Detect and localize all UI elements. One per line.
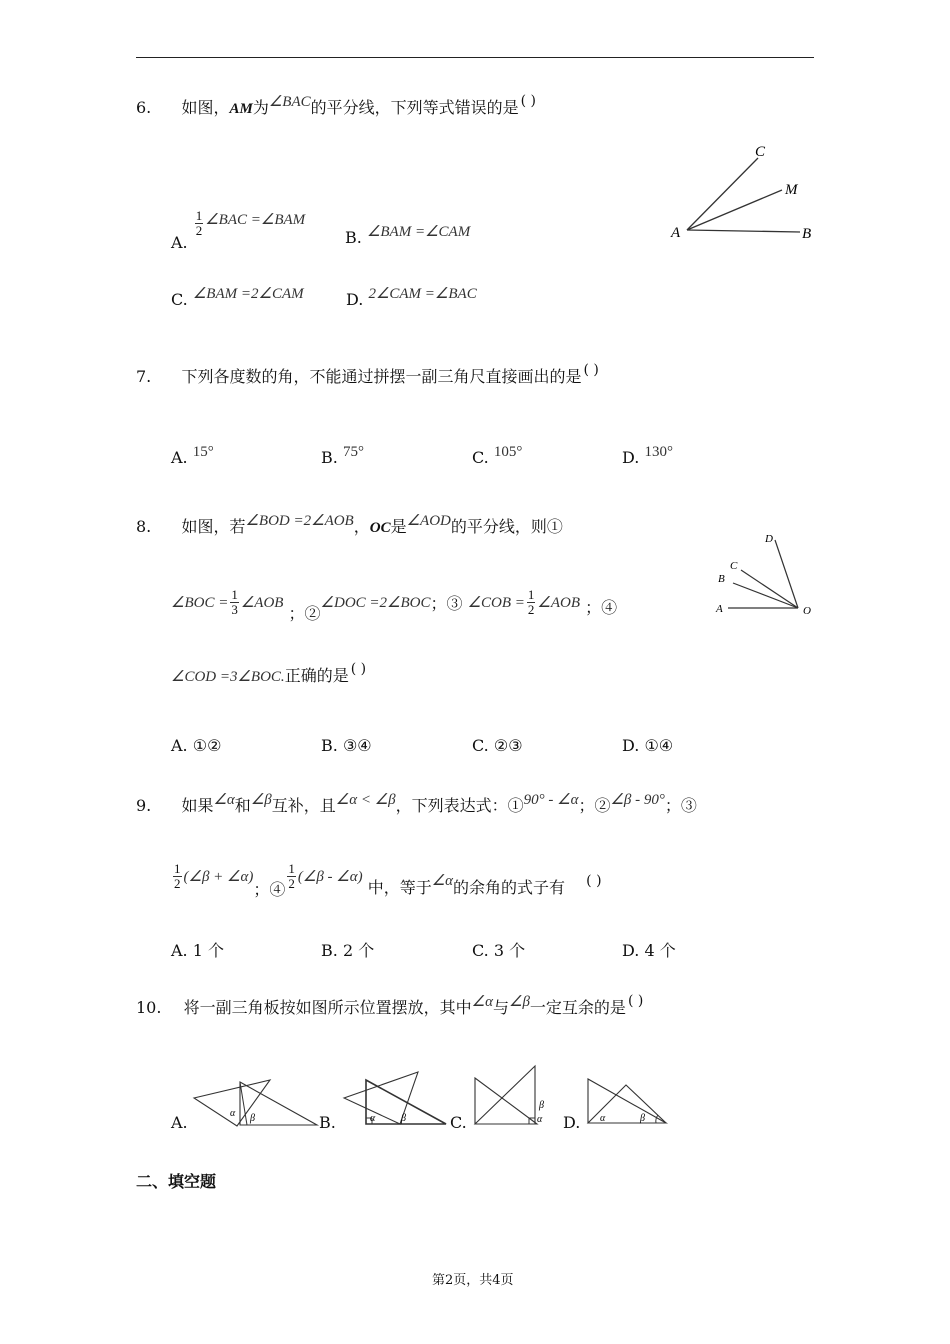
q8-post: 的平分线，则① (450, 517, 563, 536)
q7-text: 下列各度数的角，不能通过拼摆一副三角尺直接画出的是 (181, 367, 582, 386)
q8-statements-line2 (171, 663, 366, 686)
q6-option-c (171, 286, 304, 310)
q6-option-d (346, 286, 477, 310)
q7-option-a-value: 15° (192, 444, 214, 460)
q7-option-b: B. 75° (321, 444, 364, 467)
q8-oc: OC (369, 520, 391, 536)
q10-beta: ∠β (509, 994, 530, 1010)
q7-option-d: D. 130° (622, 444, 673, 467)
q10-answer-paren: ( ) (627, 993, 644, 1009)
q6-option-c-label: C. (171, 290, 188, 309)
q9-option-d: D. 4 个 (622, 941, 676, 960)
q8-s1-rhs: ∠AOB (240, 595, 284, 611)
q8-s2: ∠DOC =2∠BOC (320, 595, 431, 611)
q10-alpha: ∠α (471, 994, 493, 1010)
header-rule (136, 57, 814, 58)
q9-expressions-line2: $\frac{1}{2}$ (∠β + ∠α)；④ $\frac{1}{2}$ (∠β - ∠α) 中，等于∠α的余角的式子有 ( ) (174, 861, 602, 899)
q6-figure (665, 135, 825, 250)
q9-beta: ∠β (250, 792, 272, 808)
q6-option-a-fraction: $\frac{1}{2}$ (195, 208, 203, 238)
q10-a-beta: β (250, 1113, 255, 1124)
q10-a-alpha: α (230, 1108, 236, 1119)
q10-figure-b (340, 1070, 452, 1128)
q8-option-c: C. ②③ (472, 736, 523, 755)
q8-pre: 如图，若 (181, 517, 246, 536)
q8-s3-lhs: ∠COB = (467, 595, 525, 611)
q8-label-c: C (730, 560, 738, 572)
q10-figure-a (192, 1078, 322, 1130)
q10-figure-d (584, 1075, 672, 1127)
q9-expr-2: ∠β - 90° (610, 792, 665, 808)
q7-option-b-value: 75° (342, 444, 364, 460)
question-10: 10. 将一副三角板按如图所示位置摆放，其中∠α与∠β一定互余的是 ( ) (136, 993, 644, 1017)
question-8: 8. 如图，若∠BOD =2∠AOB，OC是∠AOD的平分线，则① (136, 513, 563, 536)
q7-option-d-value: 130° (644, 444, 673, 460)
q6-option-d-expr: 2∠CAM =∠BAC (368, 286, 477, 302)
q6-option-a-label: A. (171, 233, 188, 252)
q10-figure-c (471, 1064, 561, 1128)
q6-option-b (345, 224, 471, 248)
q10-option-c-label: C. (450, 1113, 467, 1132)
question-9: 9. 如果∠α和∠β互补，且∠α < ∠β，下列表达式：①90° - ∠α；②∠β - 90°；③ (136, 792, 697, 815)
q10-number: 10. (136, 998, 162, 1017)
q8-angle: ∠AOD (406, 513, 451, 529)
q8-s1-lhs: ∠BOC = (171, 595, 229, 611)
q6-option-d-label: D. (346, 290, 364, 309)
q6-pre: 如图， (181, 98, 230, 117)
q8-label-b: B (718, 573, 725, 585)
q6-label-c: C (755, 144, 766, 160)
q10-d-beta: β (640, 1113, 645, 1124)
q6-post: 的平分线，下列等式错误的是 (310, 98, 519, 117)
q10-c-beta: β (539, 1100, 544, 1111)
q7-option-c: C. 105° (472, 444, 523, 467)
q7-answer-paren: ( ) (583, 362, 599, 378)
q10-d-alpha: α (600, 1113, 606, 1124)
q9-expr-1: 90° - ∠α (523, 792, 579, 808)
q9-expr-3: (∠β + ∠α) (183, 869, 254, 885)
q9-answer-paren: ( ) (586, 873, 602, 889)
q6-answer-paren: ( ) (520, 93, 536, 109)
q7-option-c-value: 105° (493, 444, 523, 460)
section-title: 二、填空题 (136, 1172, 217, 1191)
q8-s3-rhs: ∠AOB (537, 595, 581, 611)
q9-alpha-2: ∠α (431, 873, 454, 889)
q6-mid: 为 (252, 98, 269, 117)
q8-answer-paren: ( ) (350, 661, 367, 677)
q8-statements-line1: ∠BOC = $\frac{1}{3}$ ∠AOB ；②∠DOC =2∠BOC；③ ∠COB = $\frac{1}{2}$ ∠AOB ；④ (171, 587, 618, 623)
q8-label-d: D (765, 533, 773, 545)
q9-expr-4: (∠β - ∠α) (297, 869, 363, 885)
q6-am: AM (229, 101, 253, 117)
q8-option-d: D. ①④ (622, 736, 674, 755)
q7-number: 7. (136, 367, 152, 386)
q8-label-o: O (803, 605, 811, 617)
q6-label-b: B (802, 226, 812, 242)
q8-s4: ∠COD =3∠BOC. (171, 669, 285, 685)
q8-s3-fraction: $\frac{1}{2}$ (527, 587, 535, 617)
q8-label-a: A (716, 603, 723, 615)
q6-option-c-expr: ∠BAM =2∠CAM (192, 286, 304, 302)
q10-c-alpha: α (537, 1114, 543, 1125)
question-7 (136, 364, 599, 387)
q9-expr-4-fraction: $\frac{1}{2}$ (288, 861, 295, 891)
q8-figure (708, 528, 820, 620)
q9-option-a: A. 1 个 (171, 941, 225, 960)
q6-label-m: M (785, 182, 798, 198)
q8-tail: 正确的是 (284, 666, 349, 685)
q6-label-a: A (671, 225, 681, 241)
q10-option-b-label: B. (319, 1113, 336, 1132)
q6-angle: ∠BAC (268, 94, 311, 110)
q8-number: 8. (136, 517, 152, 536)
q9-expr-3-fraction: $\frac{1}{2}$ (174, 861, 181, 891)
question-6 (136, 95, 536, 118)
q8-condition: ∠BOD =2∠AOB (245, 513, 354, 529)
q6-option-a (171, 205, 306, 252)
q8-s1-fraction: $\frac{1}{3}$ (231, 587, 238, 617)
q8-option-a: A. ①② (171, 736, 222, 755)
q9-alpha: ∠α (213, 792, 235, 808)
q10-option-a-label: A. (171, 1113, 188, 1132)
q10-option-d-label: D. (563, 1113, 581, 1132)
q10-b-beta: β (401, 1113, 406, 1124)
q9-inequality: ∠α < ∠β (335, 792, 396, 808)
q9-number: 9. (136, 796, 152, 815)
q6-option-b-label: B. (345, 228, 362, 247)
q7-option-a: A. 15° (171, 444, 214, 467)
q9-option-c: C. 3 个 (472, 941, 526, 960)
q10-b-alpha: α (370, 1113, 376, 1124)
q9-option-b: B. 2 个 (321, 941, 375, 960)
page-footer: 第2页，共4页 (432, 1273, 514, 1288)
q6-number: 6. (136, 98, 152, 117)
q6-option-b-expr: ∠BAM =∠CAM (366, 224, 471, 240)
q6-option-a-expr: ∠BAC =∠BAM (205, 212, 306, 228)
q8-option-b: B. ③④ (321, 736, 372, 755)
